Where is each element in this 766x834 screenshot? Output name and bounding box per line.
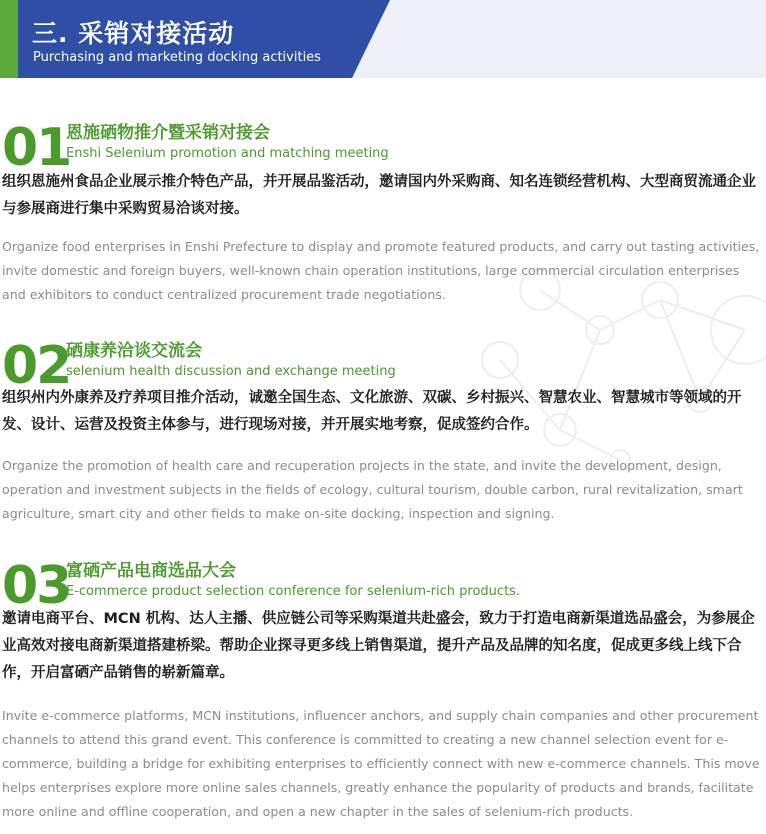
section-header-band [0, 0, 766, 78]
section-number: 03 [2, 556, 71, 616]
section-body-english: Organize the promotion of health care and recuperation projects in the state, and invite the development, design, operation and investment subjects in the fields of ecology, cultural tourism, double carbon, rural revitalization, smart agriculture, smart city and other fields to make on-site docking, inspection and signing. [2, 458, 743, 521]
page-title: 三. 采销对接活动 [32, 19, 235, 48]
section-title: 富硒产品电商选品大会 [66, 561, 236, 581]
page-subtitle: Purchasing and marketing docking activities [33, 50, 321, 65]
section-subtitle: E-commerce product selection conference for selenium-rich products. [66, 584, 521, 599]
section-body-chinese: 组织州内外康养及疗养项目推介活动，诚邀全国生态、文化旅游、双碳、乡村振兴、智慧农业、智慧城市等领域的开发、设计、运营及投资主体参与，进行现场对接，并开展实地考察，促成签约合作。 [2, 390, 742, 433]
section-number: 02 [2, 336, 71, 396]
section-subtitle: Enshi Selenium promotion and matching meeting [66, 146, 389, 161]
section-body-chinese: 邀请电商平台、MCN 机构、达人主播、供应链公司等采购渠道共赴盛会，致力于打造电商新渠道选品盛会，为参展企业高效对接电商新渠道搭建桥梁。帮助企业探寻更多线上销售渠道，提升产品及品牌的知名度，促成更多线上线下合作，开启富硒产品销售的崭新篇章。 [2, 611, 755, 681]
section-subtitle: selenium health discussion and exchange meeting [66, 364, 396, 379]
section-body-english: Invite e-commerce platforms, MCN institutions, influencer anchors, and supply chain companies and other procurement channels to attend this grand event. This conference is committed to creating a new channel selection event for e-commerce, building a bridge for exhibiting enterprises to efficiently connect with new e-commerce channels. This move helps enterprises explore more online sales channels, greatly enhance the popularity of products and brands, facilitate more online and offline cooperation, and open a new chapter in the sales of selenium-rich products. [2, 708, 760, 819]
section-body-english: Organize food enterprises in Enshi Prefecture to display and promote featured products, and carry out tasting activities, invite domestic and foreign buyers, well-known chain operation institutions, large commercial circulation enterprises and exhibitors to conduct centralized procurement trade negotiations. [2, 239, 760, 302]
section-body-chinese: 组织恩施州食品企业展示推介特色产品，并开展品鉴活动，邀请国内外采购商、知名连锁经营机构、大型商贸流通企业与参展商进行集中采购贸易洽谈对接。 [2, 174, 756, 217]
section-title: 硒康养洽谈交流会 [66, 341, 202, 361]
section-title: 恩施硒物推介暨采销对接会 [66, 123, 270, 143]
section-number: 01 [2, 118, 71, 178]
